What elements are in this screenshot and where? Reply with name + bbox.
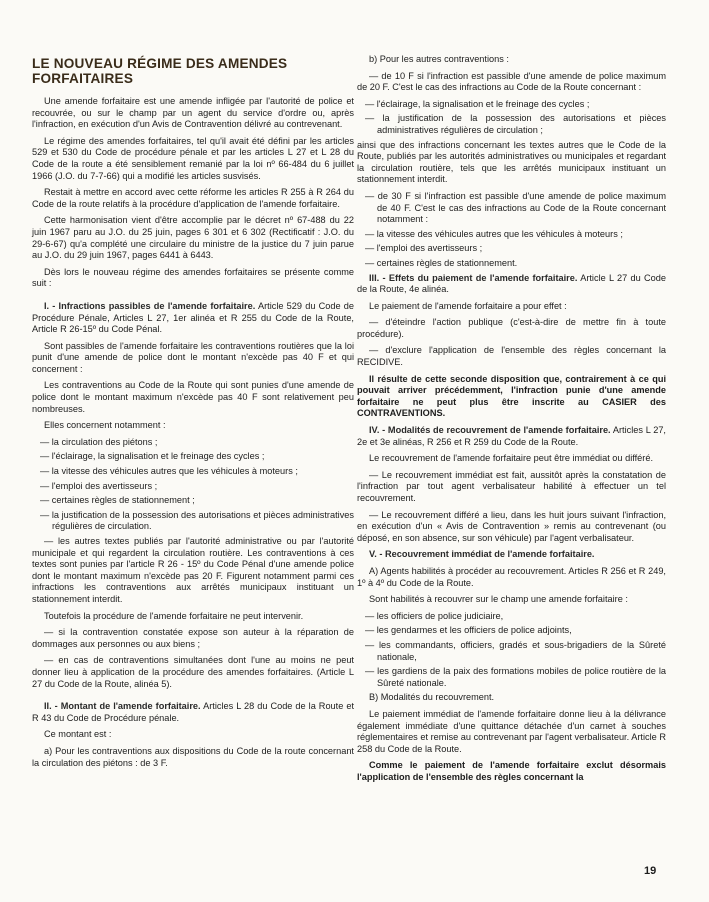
list-item: — les gendarmes et les officiers de police adjoints, xyxy=(365,625,572,636)
list-item: — les commandants, officiers, gradés et sous-brigadiers de la Sûreté nationale, xyxy=(365,639,666,662)
left-column xyxy=(32,96,354,774)
right-column xyxy=(357,54,666,788)
list-item: — l'éclairage, la signalisation et le freinage des cycles ; xyxy=(40,451,265,462)
list-item: — l'éclairage, la signalisation et le freinage des cycles ; xyxy=(365,98,590,109)
list-item: — l'emploi des avertisseurs ; xyxy=(40,480,158,491)
paragraph: — d'exclure l'application de l'ensemble des règles concernant la RECIDIVE. xyxy=(357,345,666,368)
section-2-text: Articles L 28 du Code de la Route et R 43 du Code de Procédure pénale. xyxy=(32,701,354,723)
paragraph: Les contraventions au Code de la Route qui sont punies d'une amende de police dont le montant maximum n'excède pas 40 F sont relativement peu nombreuses. xyxy=(32,380,354,414)
paragraph: Sont passibles de l'amende forfaitaire les contraventions routières que la loi punit d'une amende de police dont le montant n'excède pas 40 F et qui concernent : xyxy=(32,340,354,374)
section-1-heading: I. - Infractions passibles de l'amende forfaitaire. xyxy=(44,300,256,311)
paragraph: b) Pour les autres contraventions : xyxy=(369,54,509,64)
paragraph: — Le recouvrement différé a lieu, dans les huit jours suivant l'infraction, en exécution d'un « Avis de Contravention » remis au contrevenant (ou déposé, en son absence, sur son véhicule) par l'agent verbalisateur. xyxy=(357,509,666,543)
section-2 xyxy=(32,701,354,724)
paragraph: Le recouvrement de l'amende forfaitaire peut être immédiat ou différé. xyxy=(369,453,654,464)
paragraph: — en cas de contraventions simultanées dont l'une au moins ne peut donner lieu à application de la procédure des amendes forfaitaires. (Article L 27 du Code de la Route, alinéa 5). xyxy=(32,655,354,689)
section-1-text: Article 529 du Code de Procédure Pénale, Articles L 27, 1er alinéa et R 255 du Code de la Route, Article R 26-15º du Code Pénal. xyxy=(32,300,354,335)
list-item: — certaines règles de stationnement. xyxy=(365,257,518,268)
list-item: — les gardiens de la paix des formations mobiles de police routière de la Sûreté nationale. xyxy=(365,666,666,688)
list-item: — l'emploi des avertisseurs ; xyxy=(365,243,483,254)
bold-paragraph: Il résulte de cette seconde disposition que, contrairement à ce qui pouvait arriver précédemment, l'infraction punie d'une amende forfaitaire ne peut plus être inscrite au CASIER des CONTRAVENTIONS. xyxy=(357,373,666,419)
paragraph: Toutefois la procédure de l'amende forfaitaire ne peut intervenir. xyxy=(44,610,304,621)
list-item: — la justification de la possession des autorisations et pièces administratives régulières de circulation ; xyxy=(365,113,666,135)
section-1 xyxy=(32,301,354,336)
paragraph: Restait à mettre en accord avec cette réforme les articles R 255 à R 264 du Code de la route relatifs à la procédure d'application de l'amende forfaitaire. xyxy=(32,187,354,209)
paragraph: Cette harmonisation vient d'être accomplie par le décret nº 67-488 du 22 juin 1967 paru au J.O. du 25 juin, pages 6 301 et 6 302 (Rectificatif : J.O. du 29-6-67) qu'a complété une circulaire du ministre de la justice du 7 juin parue au J.O. du 29 juin 1967, pages 6441 à 6443. xyxy=(32,215,354,261)
section-2-heading: II. - Montant de l'amende forfaitaire. xyxy=(44,701,201,712)
paragraph: Le régime des amendes forfaitaires, tel qu'il avait été défini par les articles 529 et 530 du Code de procédure pénale et par les articles L 27 et L 28 du Code de la route a été sensiblement remanié par la loi nº 66-484 du 6 juillet 1966 (J.O. du 7-7-66) qui a modifié les articles susvisés. xyxy=(32,135,354,181)
list-item: — certaines règles de stationnement ; xyxy=(40,495,195,506)
paragraph: — Le recouvrement immédiat est fait, aussitôt après la constatation de l'infraction par tout agent verbalisateur habilité à effectuer un tel recouvrement. xyxy=(357,469,666,503)
paragraph: ainsi que des infractions concernant les textes autres que le Code de la Route, publiés par les autorités administratives ou municipales et regardant la circulation routière, tels que les arrêtés municipaux instituant un stationnement interdit. xyxy=(357,139,666,185)
section-3-text: Article L 27 du Code de la Route, 4e alinéa. xyxy=(357,272,667,295)
list-item: — la vitesse des véhicules autres que les véhicules à moteurs ; xyxy=(365,228,623,239)
paragraph: A) Agents habilités à procéder au recouvrement. Articles R 256 et R 249, 1º à 4º du Code de la Route. xyxy=(357,565,666,588)
page-title: LE NOUVEAU RÉGIME DES AMENDES FORFAITAIRES xyxy=(32,56,288,86)
section-4 xyxy=(357,425,666,448)
section-3-heading: III. - Effets du paiement de l'amende forfaitaire. xyxy=(369,272,578,283)
paragraph: — d'éteindre l'action publique (c'est-à-dire de mettre fin à toute procédure). xyxy=(357,317,666,339)
paragraph: — les autres textes publiés par l'autorité administrative ou par l'autorité municipale et qui regardent la circulation routière. Les contraventions à ces textes sont punies par l'article R 26 - 15º du Code Pénal d'une amende police dont le montant maximum n'excède pas 20 F. Figurent notamment parmi ces infractions les contraventions aux arrêtés municipaux instituant un stationnement interdit. xyxy=(32,536,354,604)
paragraph: — si la contravention constatée expose son auteur à la réparation de dommages aux personnes ou aux biens ; xyxy=(32,627,354,649)
intro-paragraph: Une amende forfaitaire est une amende infligée par l'autorité de police et recouvrée, ou sur le champ par un agent du service d'ordre ou, après l'infraction, en exécution d'un Avis de Contravention délivré au contrevenant. xyxy=(32,96,354,130)
list-item: — la vitesse des véhicules autres que les véhicules à moteurs ; xyxy=(40,466,298,477)
bold-paragraph: Comme le paiement de l'amende forfaitaire exclut désormais l'application de l'ensemble des règles concernant la xyxy=(357,760,666,782)
list-item: — la justification de la possession des autorisations et pièces administratives régulières de circulation. xyxy=(40,509,354,532)
paragraph: Le paiement de l'amende forfaitaire a pour effet : xyxy=(369,300,567,311)
list-item: — de 30 F si l'infraction est passible d'une amende de police maximum de 40 F. C'est le cas des infractions au Code de la Route concernant notamment : xyxy=(365,190,666,225)
paragraph: B) Modalités du recouvrement. xyxy=(369,692,495,703)
section-3 xyxy=(357,273,666,296)
list-item: — les officiers de police judiciaire, xyxy=(365,610,504,621)
paragraph: Dès lors le nouveau régime des amendes forfaitaires se présente comme suit : xyxy=(32,266,354,289)
paragraph: a) Pour les contraventions aux dispositions du Code de la route concernant la circulation des piétons : de 3 F. xyxy=(32,745,354,768)
paragraph: — de 10 F si l'infraction est passible d'une amende de police maximum de 20 F. C'est le cas des infractions au Code de la Route concernant : xyxy=(357,70,666,93)
page-number: 19 xyxy=(644,865,657,877)
section-5-heading: V. - Recouvrement immédiat de l'amende forfaitaire. xyxy=(369,549,595,560)
paragraph: Ce montant est : xyxy=(44,729,112,740)
section-4-heading: IV. - Modalités de recouvrement de l'amende forfaitaire. xyxy=(369,425,611,436)
paragraph: Elles concernent notamment : xyxy=(44,420,166,431)
paragraph: Sont habilités à recouvrer sur le champ une amende forfaitaire : xyxy=(369,594,628,605)
list-item: — la circulation des piétons ; xyxy=(40,436,158,447)
section-4-text: Articles L 27, 2e et 3e alinéas, R 256 et R 259 du Code de la Route. xyxy=(357,425,666,447)
paragraph: Le paiement immédiat de l'amende forfaitaire donne lieu à la délivrance également immédiate d'une quittance détachée d'un carnet à souches réglementaires et remise au contrevenant par l'agent verbalisateur. Article R 258 du Code de la Route. xyxy=(357,708,666,754)
